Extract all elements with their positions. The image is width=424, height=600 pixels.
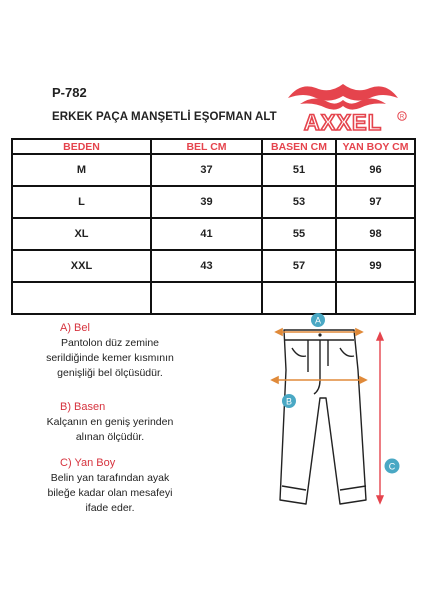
header-bel: BEL CM bbox=[151, 139, 262, 154]
cell-yan-boy: 98 bbox=[336, 218, 415, 250]
cell-bel bbox=[151, 282, 262, 314]
cell-size: XXL bbox=[12, 250, 151, 282]
svg-text:C: C bbox=[388, 461, 396, 472]
measure-desc-bel: Pantolon düz zemine serildiğinde kemer kısmının genişliği bel ölçüsüdür. bbox=[46, 337, 174, 379]
side-length-measure bbox=[377, 333, 383, 503]
cell-bel: 41 bbox=[151, 218, 262, 250]
brand-logo-text: AXXEL bbox=[303, 110, 383, 135]
cell-bel: 37 bbox=[151, 154, 262, 186]
cell-basen: 57 bbox=[262, 250, 336, 282]
svg-text:R: R bbox=[399, 114, 405, 121]
cell-yan-boy: 97 bbox=[336, 186, 415, 218]
marker-b bbox=[282, 394, 296, 408]
cell-bel: 43 bbox=[151, 250, 262, 282]
cell-bel: 39 bbox=[151, 186, 262, 218]
marker-a bbox=[311, 313, 325, 327]
measure-label-bel: A) Bel bbox=[60, 322, 90, 334]
cell-size: L bbox=[12, 186, 151, 218]
product-code: P-782 bbox=[52, 85, 87, 100]
table-row bbox=[12, 250, 415, 282]
measure-label-yan-boy: C) Yan Boy bbox=[60, 457, 116, 469]
table-row bbox=[12, 218, 415, 250]
product-title: ERKEK PAÇA MANŞETLİ EŞOFMAN ALT bbox=[52, 111, 277, 123]
brand-logo bbox=[278, 74, 408, 136]
cell-size: XL bbox=[12, 218, 151, 250]
table-row bbox=[12, 186, 415, 218]
header-beden: BEDEN bbox=[12, 139, 151, 154]
cell-size bbox=[12, 282, 151, 314]
header-basen: BASEN CM bbox=[262, 139, 336, 154]
trouser-diagram bbox=[262, 310, 412, 515]
cell-basen: 51 bbox=[262, 154, 336, 186]
size-table-header-row bbox=[12, 139, 415, 154]
cell-basen: 53 bbox=[262, 186, 336, 218]
brand-logo-mark bbox=[288, 84, 398, 101]
measure-label-basen: B) Basen bbox=[60, 401, 106, 413]
header-yan-boy: YAN BOY CM bbox=[336, 139, 415, 154]
cell-yan-boy: 99 bbox=[336, 250, 415, 282]
measure-desc-yan-boy: Belin yan tarafından ayak bileğe kadar olan mesafeyi ifade eder. bbox=[47, 472, 173, 514]
marker-c bbox=[385, 459, 400, 474]
cell-yan-boy: 96 bbox=[336, 154, 415, 186]
size-table bbox=[11, 138, 416, 315]
measure-desc-basen: Kalçanın en geniş yerinden alınan ölçüdür. bbox=[46, 416, 174, 443]
cell-basen: 55 bbox=[262, 218, 336, 250]
svg-text:A: A bbox=[314, 315, 322, 326]
table-row bbox=[12, 154, 415, 186]
cell-size: M bbox=[12, 154, 151, 186]
trouser-outline bbox=[280, 330, 366, 504]
svg-text:B: B bbox=[285, 396, 293, 407]
